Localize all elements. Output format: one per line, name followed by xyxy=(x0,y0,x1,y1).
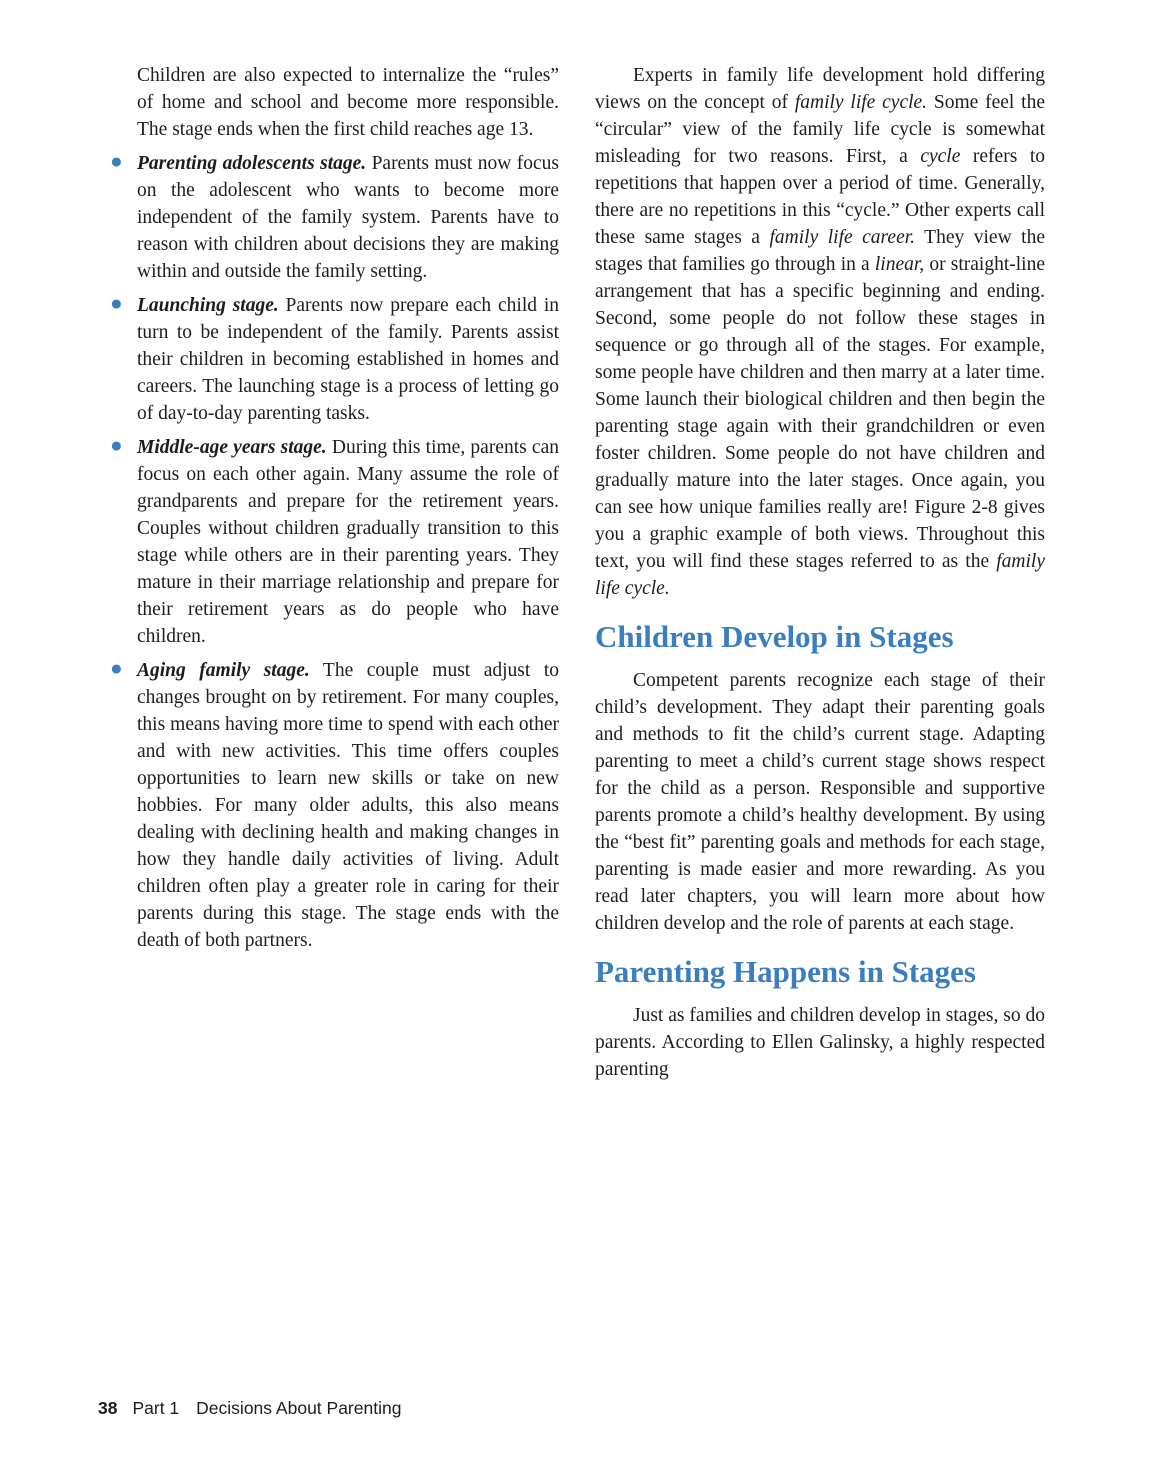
list-item-aging-family-stage xyxy=(110,656,559,954)
page-footer xyxy=(98,1398,401,1419)
stage-name: Middle-age years stage. xyxy=(137,437,327,458)
page-number: 38 xyxy=(98,1398,118,1418)
stage-description: The couple must adjust to changes brought on by retirement. For many couples, this means having more time to spend with each other and with new activities. This time offers couples opportunities to learn new skills or take on new hobbies. For many older adults, this also means dealing with declining health and making changes in how they handle daily activities of living. Adult children often play a greater role in caring for their parents during this stage. The stage ends with the death of both partners. xyxy=(137,660,559,951)
stage-name: Launching stage. xyxy=(137,295,279,316)
list-item-text xyxy=(137,153,559,282)
section-paragraph: Competent parents recognize each stage of their child’s development. They adapt their parenting goals and methods to fit the child’s current stage. Adapting parenting to meet a child’s current stage shows respect for the child as a person. Responsible and supportive parents promote a child’s healthy development. By using the “best fit” parenting goals and methods for each stage, parenting is made easier and more rewarding. As you read later chapters, you will learn more about how children develop and the role of parents at each stage. xyxy=(595,670,1045,934)
stage-description: Parents now prepare each child in turn to be independent of the family. Parents assist their children in becoming established in homes and careers. The launching stage is a process of letting go of day-to-day parenting tasks. xyxy=(137,295,559,424)
list-item-text xyxy=(137,660,559,951)
family-life-cycle-paragraph: Experts in family life development hold differing views on the concept of family life cycle. Some feel the “circular” view of the family life cycle is somewhat misleading for two reasons. First, a cycle refers to repetitions that happen over a period of time. Generally, there are no repetitions in this “cycle.” Other experts call these same stages a family life career. They view the stages that families go through in a linear, or straight-line arrangement that has a specific beginning and ending. Second, some people do not follow these stages in sequence or go through all of the stages. For example, some people have children and then marry at a later time. Some launch their biological children and then begin the parenting stage again with their grandchildren or even foster children. Some people do not have children and gradually mature into the later stages. Once again, you can see how unique families really are! Figure 2-8 gives you a graphic example of both views. Throughout this text, you will find these stages referred to as the family life cycle. xyxy=(595,65,1045,599)
stage-name: Aging family stage. xyxy=(137,660,310,681)
list-item-text xyxy=(137,295,559,424)
stage-description: Parents must now focus on the adolescent who wants to become more independent of the family system. Parents have to reason with children about decisions they are making within and outside the family setting. xyxy=(137,153,559,282)
section-paragraph: Just as families and children develop in stages, so do parents. According to Ellen Galinsky, a highly respected parenting xyxy=(595,1005,1045,1080)
bullet-icon: ● xyxy=(110,149,123,173)
bullet-icon: ● xyxy=(110,433,123,457)
stage-bullet-list xyxy=(110,149,559,954)
section-heading-parenting-happens-in-stages: Parenting Happens in Stages xyxy=(595,954,976,989)
stage-name: Parenting adolescents stage. xyxy=(137,153,367,174)
part-label: Part 1 xyxy=(132,1398,180,1418)
chapter-title: Decisions About Parenting xyxy=(196,1398,402,1418)
stage-description: During this time, parents can focus on each other again. Many assume the role of grandparents and prepare for the retirement years. Couples without children gradually transition to this stage while others are in their parenting years. They mature in their marriage relationship and prepare for their retirement years as do people who have children. xyxy=(137,437,559,647)
list-item-launching-stage xyxy=(110,291,559,427)
list-item-middle-age-years-stage xyxy=(110,433,559,650)
list-item-text xyxy=(137,437,559,647)
intro-paragraph: Children are also expected to internalize the “rules” of home and school and become more responsible. The stage ends when the first child reaches age 13. xyxy=(137,65,559,140)
section-heading-children-develop-in-stages: Children Develop in Stages xyxy=(595,619,954,654)
right-column xyxy=(595,62,1045,1083)
list-item-parenting-adolescents-stage xyxy=(110,149,559,285)
bullet-icon: ● xyxy=(110,291,123,315)
bullet-icon: ● xyxy=(110,656,123,680)
left-column xyxy=(110,62,559,954)
